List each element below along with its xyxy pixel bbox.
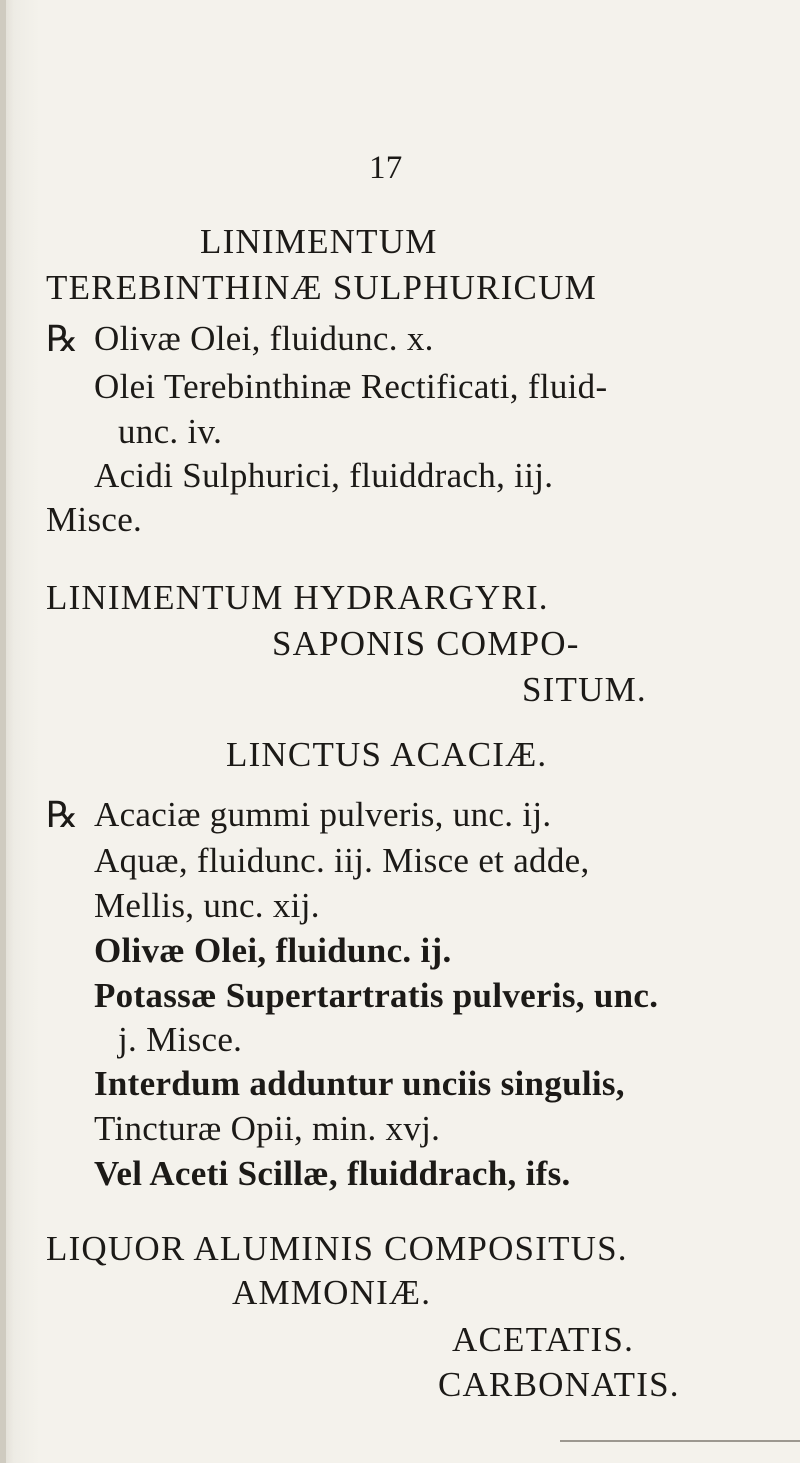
section-title: LIQUOR ALUMINIS COMPOSITUS. xyxy=(46,1229,628,1268)
section-title: SITUM. xyxy=(522,670,647,709)
page-fold-line xyxy=(560,1440,800,1442)
section-title: SAPONIS COMPO- xyxy=(272,624,580,663)
recipe-line: Vel Aceti Scillæ, fluiddrach, ifs. xyxy=(94,1154,571,1193)
recipe-line: Acidi Sulphurici, fluiddrach, iij. xyxy=(94,456,554,495)
section-title: AMMONIÆ. xyxy=(232,1273,432,1312)
page-edge-shadow xyxy=(0,0,6,1463)
recipe-line: Potassæ Supertartratis pulveris, unc. xyxy=(94,976,659,1015)
section-title: ACETATIS. xyxy=(452,1320,635,1359)
recipe-line: Misce. xyxy=(46,500,143,539)
recipe-line: Olei Terebinthinæ Rectificati, fluid- xyxy=(94,367,608,406)
recipe-line: Olivæ Olei, fluidunc. x. xyxy=(94,319,434,358)
recipe-line: unc. iv. xyxy=(118,412,223,451)
recipe-symbol: ℞ xyxy=(46,795,79,835)
recipe-line: Interdum adduntur unciis singulis, xyxy=(94,1064,625,1103)
section-title: CARBONATIS. xyxy=(438,1365,680,1404)
section-title: LINIMENTUM xyxy=(200,222,438,261)
recipe-line: j. Misce. xyxy=(118,1020,243,1059)
section-title: LINCTUS ACACIÆ. xyxy=(226,735,548,774)
recipe-symbol: ℞ xyxy=(46,319,79,359)
section-title: LINIMENTUM HYDRARGYRI. xyxy=(46,578,549,617)
recipe-line: Aquæ, fluidunc. iij. Misce et adde, xyxy=(94,841,590,880)
section-title: TEREBINTHINÆ SULPHURICUM xyxy=(46,268,597,307)
recipe-line: Olivæ Olei, fluidunc. ij. xyxy=(94,931,452,970)
recipe-line: Acaciæ gummi pulveris, unc. ij. xyxy=(94,795,552,834)
page-number: 17 xyxy=(369,150,403,186)
recipe-line: Tincturæ Opii, min. xvj. xyxy=(94,1109,441,1148)
recipe-line: Mellis, unc. xij. xyxy=(94,886,320,925)
